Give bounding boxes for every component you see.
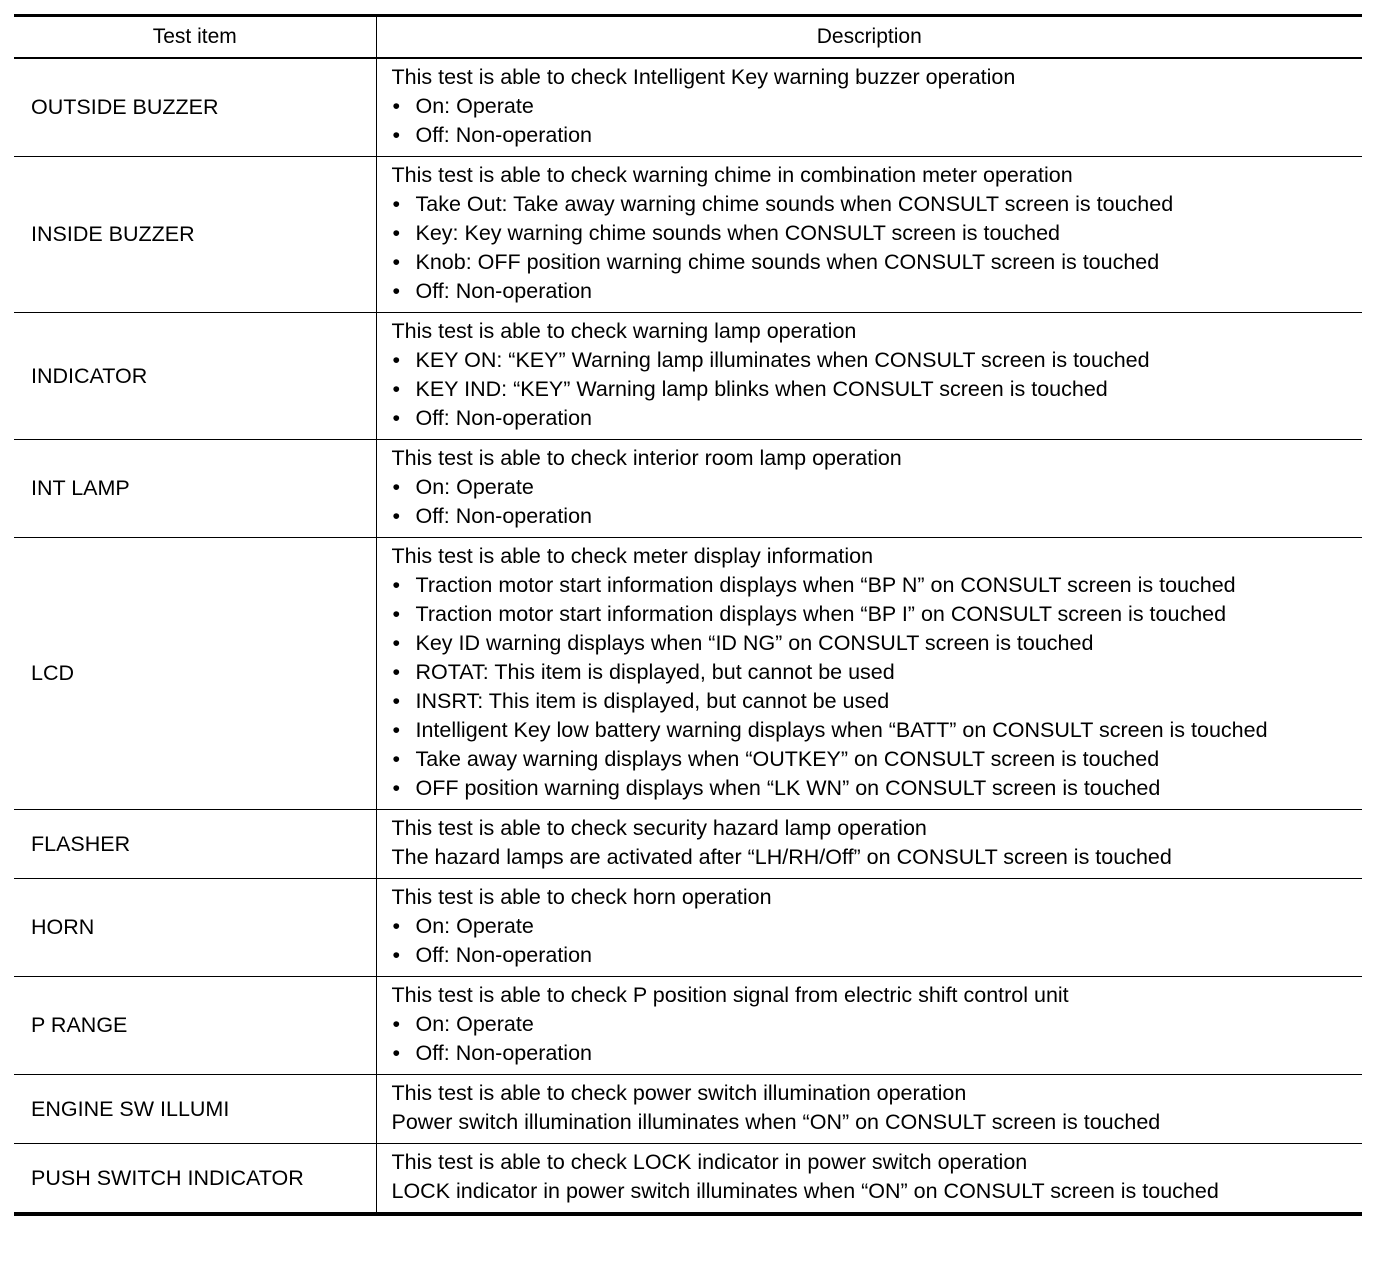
description-line: This test is able to check warning lamp operation — [391, 319, 857, 343]
test-item-description — [376, 538, 1362, 810]
description-bullet: • KEY IND: “KEY” Warning lamp blinks when CONSULT screen is touched — [392, 375, 1363, 404]
description-line: This test is able to check P position signal from electric shift control unit — [391, 983, 1069, 1007]
description-line: This test is able to check Intelligent Key warning buzzer operation — [391, 65, 1016, 89]
description-line: Power switch illumination illuminates when “ON” on CONSULT screen is touched — [391, 1110, 1161, 1134]
table-row — [14, 313, 1362, 440]
description-line: This test is able to check security hazard lamp operation — [391, 816, 927, 840]
description-bullet: • Key ID warning displays when “ID NG” on CONSULT screen is touched — [392, 629, 1363, 658]
test-item-name: P RANGE — [14, 977, 376, 1075]
description-bullet: • Knob: OFF position warning chime sounds when CONSULT screen is touched — [392, 248, 1363, 277]
description-bullet: • Traction motor start information displays when “BP I” on CONSULT screen is touched — [392, 600, 1363, 629]
description-bullet: • Off: Non-operation — [392, 277, 1363, 306]
description-line: This test is able to check horn operation — [391, 885, 772, 909]
table-row — [14, 440, 1362, 538]
test-item-name: LCD — [14, 538, 376, 810]
table-row — [14, 810, 1362, 879]
test-item-name: OUTSIDE BUZZER — [14, 58, 376, 157]
description-bullet: • On: Operate — [392, 912, 1363, 941]
test-item-description — [376, 1075, 1362, 1144]
header-description: Description — [376, 16, 1362, 59]
description-bullet: • Take away warning displays when “OUTKEY” on CONSULT screen is touched — [392, 745, 1363, 774]
table-row — [14, 977, 1362, 1075]
test-item-name: INDICATOR — [14, 313, 376, 440]
table-row — [14, 1144, 1362, 1215]
description-line: This test is able to check warning chime in combination meter operation — [391, 163, 1073, 187]
table-body — [14, 58, 1362, 1214]
description-bullet: • Off: Non-operation — [392, 404, 1363, 433]
description-bullet: • OFF position warning displays when “LK WN” on CONSULT screen is touched — [392, 774, 1363, 803]
description-line: LOCK indicator in power switch illuminates when “ON” on CONSULT screen is touched — [391, 1179, 1219, 1203]
test-item-name: INSIDE BUZZER — [14, 157, 376, 313]
test-item-description — [376, 313, 1362, 440]
description-line: This test is able to check LOCK indicator in power switch operation — [391, 1150, 1028, 1174]
description-bullet: • Off: Non-operation — [392, 502, 1363, 531]
description-line: This test is able to check meter display information — [391, 544, 874, 568]
test-item-description — [376, 58, 1362, 157]
table-row — [14, 58, 1362, 157]
description-bullet: • Off: Non-operation — [392, 1039, 1363, 1068]
test-item-table — [14, 14, 1362, 1216]
description-bullet: • Take Out: Take away warning chime sounds when CONSULT screen is touched — [392, 190, 1363, 219]
test-item-description — [376, 440, 1362, 538]
test-item-name: PUSH SWITCH INDICATOR — [14, 1144, 376, 1215]
description-bullet: • On: Operate — [392, 473, 1363, 502]
description-bullet: • Off: Non-operation — [392, 121, 1363, 150]
test-item-name: INT LAMP — [14, 440, 376, 538]
test-item-name: HORN — [14, 879, 376, 977]
description-bullet: • INSRT: This item is displayed, but cannot be used — [392, 687, 1363, 716]
table-header-row — [14, 16, 1362, 59]
description-bullet: • Key: Key warning chime sounds when CONSULT screen is touched — [392, 219, 1363, 248]
description-line: The hazard lamps are activated after “LH/RH/Off” on CONSULT screen is touched — [391, 845, 1172, 869]
description-line: This test is able to check interior room lamp operation — [391, 446, 902, 470]
description-bullet: • KEY ON: “KEY” Warning lamp illuminates when CONSULT screen is touched — [392, 346, 1363, 375]
description-line: This test is able to check power switch illumination operation — [391, 1081, 967, 1105]
description-bullet: • Intelligent Key low battery warning displays when “BATT” on CONSULT screen is touched — [392, 716, 1363, 745]
table-row — [14, 1075, 1362, 1144]
test-item-description — [376, 810, 1362, 879]
description-bullet: • On: Operate — [392, 1010, 1363, 1039]
test-item-name: FLASHER — [14, 810, 376, 879]
test-item-description — [376, 977, 1362, 1075]
description-bullet: • ROTAT: This item is displayed, but cannot be used — [392, 658, 1363, 687]
table-row — [14, 538, 1362, 810]
table-row — [14, 157, 1362, 313]
description-bullet: • Traction motor start information displays when “BP N” on CONSULT screen is touched — [392, 571, 1363, 600]
description-bullet: • Off: Non-operation — [392, 941, 1363, 970]
header-test-item: Test item — [14, 16, 376, 59]
test-item-description — [376, 157, 1362, 313]
test-item-description — [376, 1144, 1362, 1215]
table-row — [14, 879, 1362, 977]
test-item-description — [376, 879, 1362, 977]
description-bullet: • On: Operate — [392, 92, 1363, 121]
test-item-name: ENGINE SW ILLUMI — [14, 1075, 376, 1144]
